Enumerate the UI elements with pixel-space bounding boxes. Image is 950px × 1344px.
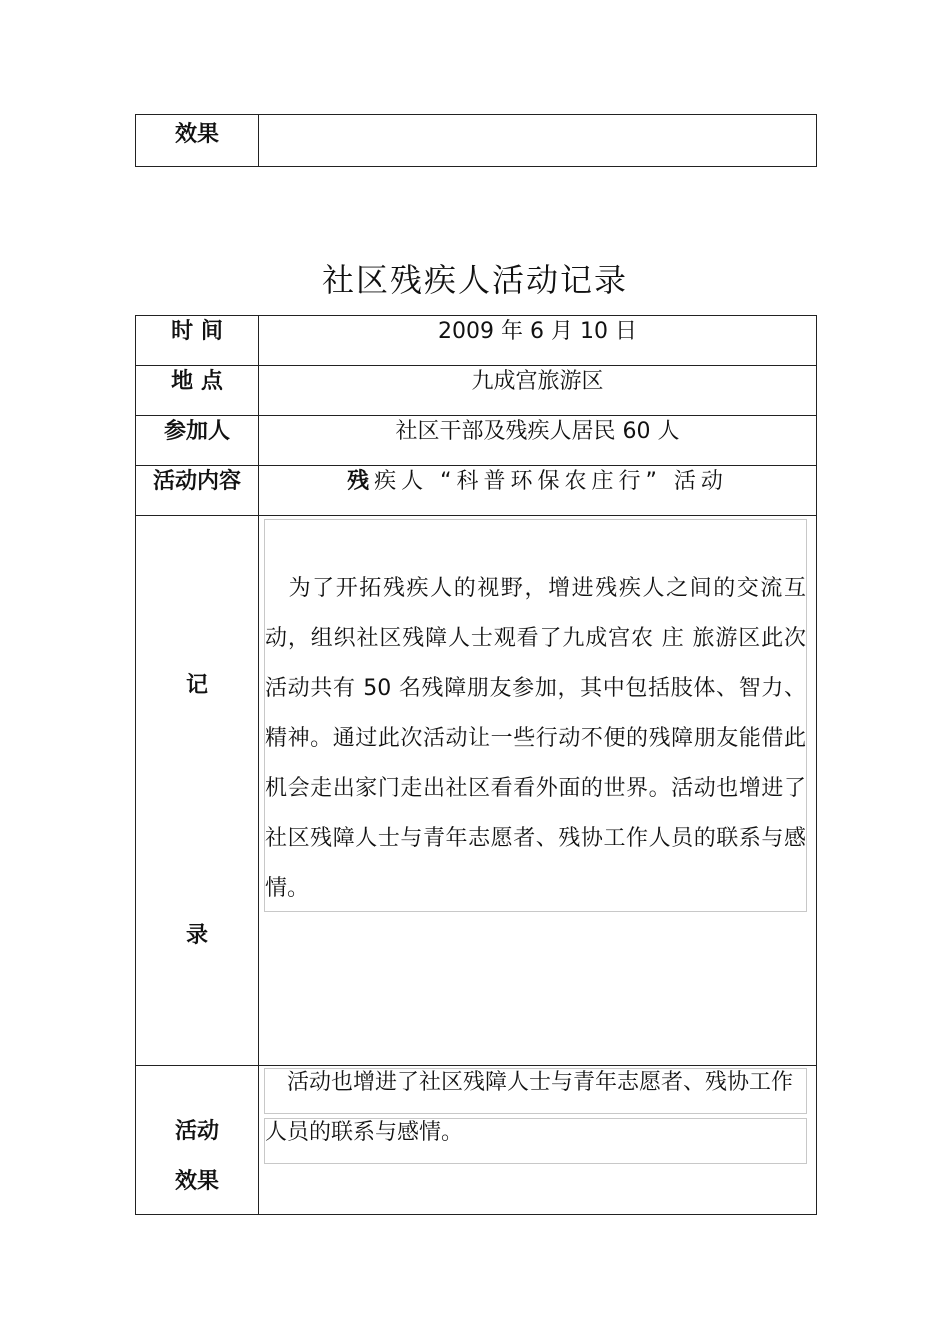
- participants-label-cell: [136, 416, 259, 466]
- effect-body-cell: [259, 1066, 817, 1215]
- table-row: [136, 316, 817, 366]
- time-value-cell: [259, 316, 817, 366]
- effect-label-line2: 效果: [174, 1169, 219, 1194]
- previous-record-table: [135, 114, 817, 167]
- effect-text: [265, 1058, 806, 1158]
- record-label-cell: [136, 516, 259, 1066]
- effect-label-line1: 活动: [174, 1119, 219, 1144]
- effect-label-cell: [136, 115, 259, 167]
- effect-label: 效果: [174, 122, 219, 147]
- table-row: [136, 1066, 817, 1215]
- place-label-cell: [136, 366, 259, 416]
- content-label-cell: [136, 466, 259, 516]
- participants-value: 社区干部及残疾人居民 60 人: [395, 419, 680, 444]
- content-value-cell: [259, 466, 817, 516]
- record-text-content: 为了开拓残疾人的视野，增进残疾人之间的交流互动，组织社区残障人士观看了九成宫农 庄 旅游区此次活动共有 50 名残障朋友参加，其中包括肢体、智力、精神。通过此次活动让一些行动不便的残障朋友能借此机会走出家门走出社区看看外面的世界。活动也增进了社区残障人士与青年志愿者、残协工作人员的联系与感情。: [265, 576, 806, 901]
- time-label-cell: [136, 316, 259, 366]
- record-text: [265, 564, 806, 914]
- table-row: [136, 516, 817, 1066]
- effect-text-content: 活动也增进了社区残障人士与青年志愿者、残协工作人员的联系与感情。: [265, 1070, 794, 1145]
- place-label: 地 点: [171, 369, 223, 394]
- place-value-cell: [259, 366, 817, 416]
- content-label: 活动内容: [152, 469, 241, 494]
- record-body-cell: [259, 516, 817, 1066]
- record-label-bottom: 录: [185, 923, 208, 948]
- participants-value-cell: [259, 416, 817, 466]
- activity-record-table: [135, 315, 817, 1215]
- participants-label: 参加人: [163, 419, 230, 444]
- table-row: [136, 416, 817, 466]
- content-value: [259, 466, 816, 496]
- effect-label-cell-main: [136, 1066, 259, 1215]
- table-row: [136, 366, 817, 416]
- page-title: 社区残疾人活动记录: [321, 261, 628, 299]
- time-label: 时 间: [171, 319, 223, 344]
- content-value-bold: 残: [347, 469, 375, 494]
- record-label-top: 记: [185, 673, 208, 698]
- effect-value-cell: [259, 115, 817, 167]
- content-value-rest: 疾人 “科普环保农庄行” 活动: [374, 469, 728, 494]
- time-value: 2009 年 6 月 10 日: [438, 319, 637, 344]
- table-row: [136, 466, 817, 516]
- place-value: 九成宫旅游区: [471, 369, 604, 394]
